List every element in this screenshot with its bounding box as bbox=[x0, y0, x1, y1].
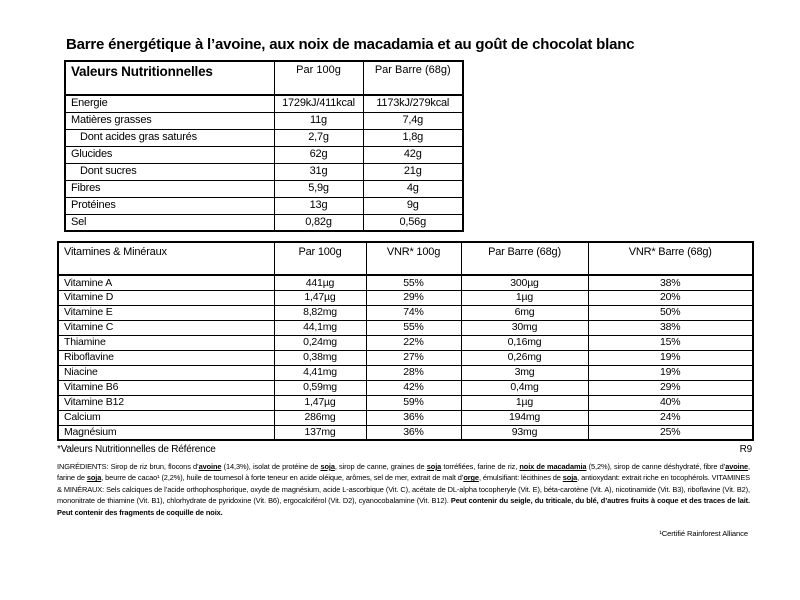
ingredients-paragraph bbox=[57, 461, 750, 518]
table-row bbox=[58, 395, 753, 410]
ingredient-segment: , antioxydant: extrait riche en tocophérols. VITAMINES & MINÉRAUX: Sels calciques de l’acide orthophosphorique, oxyde de magnésium, acide L-ascorbique (Vit. C), acétate de DL-alpha tocopheryle (Vit. E), béta-carotène (Vit. A), nicotinamide (Vit. B3), riboflavine (Vit. B2), mononitrate de thiamine (Vit. B1), chlorhydrate de pyridoxine (Vit. B6), ergocalciférol (Vit. D2), cyanocobalamine (Vit. B12). bbox=[57, 473, 751, 506]
table-row bbox=[58, 305, 753, 320]
nutrient-value: 0,56g bbox=[363, 214, 463, 231]
table-row bbox=[58, 365, 753, 380]
ingredient-segment: , émulsifiant: lécithines de bbox=[478, 473, 563, 483]
nutrient-value: 62g bbox=[274, 146, 363, 163]
vitamin-value: 137mg bbox=[274, 425, 366, 440]
ingredient-segment: soja bbox=[320, 462, 335, 471]
vitamin-label: Vitamine B6 bbox=[58, 380, 274, 395]
nutrient-value: 1729kJ/411kcal bbox=[274, 95, 363, 112]
table-row bbox=[65, 112, 463, 129]
vitamin-value: 93mg bbox=[461, 425, 588, 440]
vitamin-value: 29% bbox=[366, 290, 461, 305]
vitamin-value: 0,38mg bbox=[274, 350, 366, 365]
nutrient-value: 7,4g bbox=[363, 112, 463, 129]
nutrient-label: Protéines bbox=[65, 197, 274, 214]
ingredient-segment: (14,3%), isolat de protéine de bbox=[221, 462, 321, 471]
ingredient-segment: Peut contenir du seigle, du triticale, du blé, d’autres fruits à coque et des traces de lait. Peut contenir des fragments de coquille de noix. bbox=[57, 496, 750, 517]
table-row bbox=[65, 129, 463, 146]
table-row bbox=[58, 275, 753, 290]
ingredient-segment: , beurre de cacao¹ (2,2%), huile de tournesol à forte teneur en acide oléique, arômes, sel de mer, extrait de malt d’ bbox=[101, 473, 464, 483]
vitamin-label: Vitamine B12 bbox=[58, 395, 274, 410]
vitamin-value: 286mg bbox=[274, 410, 366, 425]
vitamin-value: 22% bbox=[366, 335, 461, 350]
vitamin-label: Magnésium bbox=[58, 425, 274, 440]
table-row bbox=[65, 180, 463, 197]
vitamin-value: 36% bbox=[366, 410, 461, 425]
vitamin-value: 19% bbox=[588, 350, 753, 365]
table-row bbox=[58, 350, 753, 365]
vitamin-value: 4,41mg bbox=[274, 365, 366, 380]
ingredient-segment: avoine bbox=[198, 462, 222, 471]
product-title: Barre énergétique à l’avoine, aux noix de macadamia et au goût de chocolat blanc bbox=[66, 36, 635, 53]
ingredient-segment: , farine de bbox=[57, 462, 750, 483]
nutrition-col-per100g: Par 100g bbox=[274, 61, 363, 95]
nutrition-table-header bbox=[65, 61, 463, 95]
vitamin-value: 38% bbox=[588, 320, 753, 335]
vitamins-col-vnr100g: VNR* 100g bbox=[366, 242, 461, 275]
nutrient-value: 9g bbox=[363, 197, 463, 214]
vitamin-value: 1µg bbox=[461, 290, 588, 305]
vitamin-label: Niacine bbox=[58, 365, 274, 380]
vitamin-value: 6mg bbox=[461, 305, 588, 320]
ingredient-segment: soja bbox=[86, 473, 102, 483]
vitamin-value: 27% bbox=[366, 350, 461, 365]
table-row bbox=[58, 380, 753, 395]
vitamins-col-perbar: Par Barre (68g) bbox=[461, 242, 588, 275]
nutrient-value: 2,7g bbox=[274, 129, 363, 146]
nutrient-label: Fibres bbox=[65, 180, 274, 197]
vitamin-value: 1,47µg bbox=[274, 395, 366, 410]
nutrient-value: 21g bbox=[363, 163, 463, 180]
vitamin-label: Vitamine C bbox=[58, 320, 274, 335]
vitamin-value: 24% bbox=[588, 410, 753, 425]
table-row bbox=[65, 197, 463, 214]
vitamins-col-vnrbar: VNR* Barre (68g) bbox=[588, 242, 753, 275]
ingredient-segment: , sirop de canne, graines de bbox=[334, 462, 427, 471]
vitamin-value: 441µg bbox=[274, 275, 366, 290]
vitamin-label: Vitamine E bbox=[58, 305, 274, 320]
vitamin-value: 55% bbox=[366, 275, 461, 290]
nutrient-value: 4g bbox=[363, 180, 463, 197]
nutrient-label: Sel bbox=[65, 214, 274, 231]
vitamin-value: 44,1mg bbox=[274, 320, 366, 335]
nutrient-value: 1173kJ/279kcal bbox=[363, 95, 463, 112]
ingredient-segment: INGRÉDIENTS: Sirop de riz brun, flocons d’ bbox=[57, 462, 199, 471]
vitamin-value: 0,26mg bbox=[461, 350, 588, 365]
nutrient-value: 5,9g bbox=[274, 180, 363, 197]
vitamin-value: 38% bbox=[588, 275, 753, 290]
vitamin-value: 50% bbox=[588, 305, 753, 320]
vitamin-label: Calcium bbox=[58, 410, 274, 425]
vitamin-value: 1,47µg bbox=[274, 290, 366, 305]
vitamin-value: 25% bbox=[588, 425, 753, 440]
vitamin-value: 0,16mg bbox=[461, 335, 588, 350]
certification-note: ¹Certifié Rainforest Alliance bbox=[659, 529, 748, 538]
nutrient-label: Energie bbox=[65, 95, 274, 112]
vitamin-value: 40% bbox=[588, 395, 753, 410]
vitamin-value: 8,82mg bbox=[274, 305, 366, 320]
nutrition-table bbox=[64, 60, 464, 232]
label-code: R9 bbox=[739, 444, 752, 455]
vitamin-label: Vitamine A bbox=[58, 275, 274, 290]
vitamin-value: 0,24mg bbox=[274, 335, 366, 350]
nutrient-value: 1,8g bbox=[363, 129, 463, 146]
vitamin-value: 29% bbox=[588, 380, 753, 395]
ingredient-segment: soja bbox=[562, 473, 578, 483]
reference-footnote: *Valeurs Nutritionnelles de Référence bbox=[57, 444, 216, 455]
vitamins-col-per100g: Par 100g bbox=[274, 242, 366, 275]
nutrient-value: 0,82g bbox=[274, 214, 363, 231]
nutrient-label: Dont acides gras saturés bbox=[65, 129, 274, 146]
nutrient-value: 11g bbox=[274, 112, 363, 129]
nutrient-value: 31g bbox=[274, 163, 363, 180]
nutrient-label: Dont sucres bbox=[65, 163, 274, 180]
ingredient-segment: orge bbox=[463, 473, 479, 483]
vitamin-value: 0,59mg bbox=[274, 380, 366, 395]
vitamin-value: 36% bbox=[366, 425, 461, 440]
vitamin-label: Riboflavine bbox=[58, 350, 274, 365]
table-row bbox=[58, 410, 753, 425]
table-row bbox=[58, 290, 753, 305]
vitamins-table-title: Vitamines & Minéraux bbox=[58, 242, 274, 275]
vitamin-value: 1µg bbox=[461, 395, 588, 410]
nutrient-label: Glucides bbox=[65, 146, 274, 163]
vitamin-value: 28% bbox=[366, 365, 461, 380]
vitamin-value: 3mg bbox=[461, 365, 588, 380]
vitamin-value: 55% bbox=[366, 320, 461, 335]
vitamin-value: 74% bbox=[366, 305, 461, 320]
vitamins-minerals-table bbox=[57, 241, 754, 441]
vitamin-label: Vitamine D bbox=[58, 290, 274, 305]
table-row bbox=[65, 214, 463, 231]
table-row bbox=[65, 95, 463, 112]
vitamin-value: 0,4mg bbox=[461, 380, 588, 395]
vitamin-value: 59% bbox=[366, 395, 461, 410]
ingredient-segment: torréfiées, farine de riz, bbox=[441, 462, 520, 471]
vitamins-table-header bbox=[58, 242, 753, 275]
ingredient-segment: (5,2%), sirop de canne déshydraté, fibre d’ bbox=[586, 462, 726, 471]
ingredient-segment: avoine bbox=[725, 462, 749, 471]
vitamin-value: 300µg bbox=[461, 275, 588, 290]
ingredient-segment: soja bbox=[426, 462, 442, 471]
nutrient-value: 42g bbox=[363, 146, 463, 163]
table-row bbox=[58, 320, 753, 335]
vitamin-value: 30mg bbox=[461, 320, 588, 335]
nutrient-label: Matières grasses bbox=[65, 112, 274, 129]
vitamin-value: 42% bbox=[366, 380, 461, 395]
table-row bbox=[65, 146, 463, 163]
vitamin-label: Thiamine bbox=[58, 335, 274, 350]
footnote-line bbox=[57, 444, 752, 455]
nutrition-table-title: Valeurs Nutritionnelles bbox=[65, 61, 274, 95]
table-row bbox=[58, 335, 753, 350]
table-row bbox=[58, 425, 753, 440]
vitamin-value: 20% bbox=[588, 290, 753, 305]
vitamin-value: 15% bbox=[588, 335, 753, 350]
ingredient-segment: noix de macadamia bbox=[519, 462, 587, 471]
vitamin-value: 19% bbox=[588, 365, 753, 380]
nutrition-col-perbar: Par Barre (68g) bbox=[363, 61, 463, 95]
nutrient-value: 13g bbox=[274, 197, 363, 214]
vitamin-value: 194mg bbox=[461, 410, 588, 425]
table-row bbox=[65, 163, 463, 180]
